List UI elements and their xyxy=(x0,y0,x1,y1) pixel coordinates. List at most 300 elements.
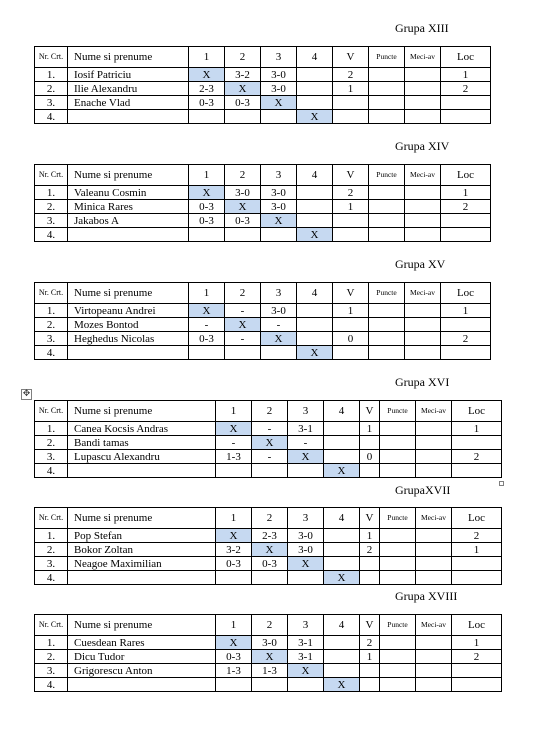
group-title-xiv: Grupa XIV xyxy=(395,139,450,153)
header-c2: 2 xyxy=(252,615,288,636)
cell-v xyxy=(360,664,380,678)
header-c4: 4 xyxy=(324,401,360,422)
cell-v: 0 xyxy=(360,450,380,464)
cell-v: 2 xyxy=(360,636,380,650)
header-loc: Loc xyxy=(452,401,502,422)
cell-name xyxy=(68,110,189,124)
cell-nr: 3. xyxy=(35,214,68,228)
cell-nr: 1. xyxy=(35,529,68,543)
header-c3: 3 xyxy=(288,401,324,422)
cell-c4 xyxy=(324,557,360,571)
cell-loc: 2 xyxy=(441,332,491,346)
cell-meci xyxy=(405,68,441,82)
cell-c2: X xyxy=(225,318,261,332)
group-title-xv: Grupa XV xyxy=(395,257,446,271)
cell-c2 xyxy=(225,346,261,360)
cell-c2: 3-2 xyxy=(225,68,261,82)
cell-c4 xyxy=(324,664,360,678)
header-c4: 4 xyxy=(297,165,333,186)
cell-name: Lupascu Alexandru xyxy=(68,450,216,464)
cell-puncte xyxy=(380,650,416,664)
table-row xyxy=(35,186,491,200)
cell-name xyxy=(68,464,216,478)
group-title-xvi: Grupa XVI xyxy=(395,375,450,389)
cell-c4: X xyxy=(324,571,360,585)
cell-nr: 2. xyxy=(35,436,68,450)
table-row xyxy=(35,436,502,450)
cell-v xyxy=(360,464,380,478)
cell-c2: 3-0 xyxy=(252,636,288,650)
table-header-row xyxy=(35,508,502,529)
table-row xyxy=(35,96,491,110)
cell-nr: 3. xyxy=(35,664,68,678)
cell-loc xyxy=(452,464,502,478)
header-c1: 1 xyxy=(189,47,225,68)
cell-c4 xyxy=(297,332,333,346)
cell-c4 xyxy=(297,68,333,82)
group-table-xvii xyxy=(34,507,502,585)
header-meci: Meci-av xyxy=(416,508,452,529)
cell-meci xyxy=(416,678,452,692)
header-c1: 1 xyxy=(216,401,252,422)
cell-c3: X xyxy=(288,557,324,571)
cell-c1: X xyxy=(189,304,225,318)
header-v: V xyxy=(360,401,380,422)
header-nr: Nr. Crt. xyxy=(35,508,68,529)
cell-puncte xyxy=(380,664,416,678)
header-v: V xyxy=(333,283,369,304)
cell-nr: 4. xyxy=(35,678,68,692)
cell-puncte xyxy=(380,571,416,585)
cell-c4 xyxy=(324,450,360,464)
cell-c2 xyxy=(225,228,261,242)
cell-c4 xyxy=(324,529,360,543)
cell-meci xyxy=(405,110,441,124)
cell-c2: X xyxy=(252,543,288,557)
header-v: V xyxy=(333,47,369,68)
cell-loc: 1 xyxy=(452,422,502,436)
cell-c2: 1-3 xyxy=(252,664,288,678)
cell-c1: 0-3 xyxy=(189,200,225,214)
cell-c3: 3-1 xyxy=(288,636,324,650)
header-loc: Loc xyxy=(452,615,502,636)
cell-c1 xyxy=(216,678,252,692)
group-title-xviii: Grupa XVIII xyxy=(395,589,458,603)
group-table-xiv xyxy=(34,164,491,242)
cell-puncte xyxy=(380,436,416,450)
table-row xyxy=(35,318,491,332)
cell-name: Ilie Alexandru xyxy=(68,82,189,96)
cell-v xyxy=(333,346,369,360)
table-move-handle-icon[interactable]: ✥ xyxy=(22,389,31,399)
cell-v xyxy=(360,557,380,571)
header-c1: 1 xyxy=(216,615,252,636)
cell-loc: 1 xyxy=(441,68,491,82)
cell-c2: - xyxy=(225,304,261,318)
cell-c2 xyxy=(252,571,288,585)
cell-c2: X xyxy=(225,82,261,96)
cell-nr: 3. xyxy=(35,450,68,464)
cell-c3: 3-0 xyxy=(261,304,297,318)
cell-c1: - xyxy=(216,436,252,450)
header-name: Nume si prenume xyxy=(68,615,216,636)
cell-name: Bokor Zoltan xyxy=(68,543,216,557)
cell-c3 xyxy=(261,228,297,242)
cell-v: 0 xyxy=(333,332,369,346)
cell-c2: - xyxy=(225,332,261,346)
cell-meci xyxy=(416,557,452,571)
table-row xyxy=(35,529,502,543)
table-header-row xyxy=(35,47,491,68)
cell-c3: 3-0 xyxy=(261,200,297,214)
cell-c2 xyxy=(252,464,288,478)
cell-loc xyxy=(441,96,491,110)
header-loc: Loc xyxy=(441,283,491,304)
header-c3: 3 xyxy=(261,47,297,68)
header-c1: 1 xyxy=(189,165,225,186)
header-puncte: Puncte xyxy=(380,508,416,529)
cell-loc xyxy=(452,678,502,692)
header-c1: 1 xyxy=(216,508,252,529)
cell-v xyxy=(333,214,369,228)
cell-loc: 2 xyxy=(452,450,502,464)
cell-c4: X xyxy=(297,110,333,124)
header-nr: Nr. Crt. xyxy=(35,165,68,186)
cell-loc: 1 xyxy=(452,636,502,650)
table-row xyxy=(35,68,491,82)
cell-c2: X xyxy=(252,436,288,450)
cell-c1 xyxy=(189,110,225,124)
cell-v xyxy=(360,571,380,585)
cell-c3: X xyxy=(261,96,297,110)
header-c3: 3 xyxy=(288,615,324,636)
cell-c4: X xyxy=(297,346,333,360)
cell-name xyxy=(68,228,189,242)
cell-c4 xyxy=(324,650,360,664)
table-row xyxy=(35,422,502,436)
header-meci: Meci-av xyxy=(405,283,441,304)
cell-puncte xyxy=(369,96,405,110)
header-c1: 1 xyxy=(189,283,225,304)
header-name: Nume si prenume xyxy=(68,508,216,529)
cell-puncte xyxy=(380,678,416,692)
header-meci: Meci-av xyxy=(416,615,452,636)
header-puncte: Puncte xyxy=(380,401,416,422)
header-name: Nume si prenume xyxy=(68,165,189,186)
table-header-row xyxy=(35,283,491,304)
header-c2: 2 xyxy=(252,401,288,422)
cell-puncte xyxy=(380,557,416,571)
cell-c2: 0-3 xyxy=(225,96,261,110)
cell-puncte xyxy=(369,110,405,124)
cell-meci xyxy=(416,650,452,664)
header-puncte: Puncte xyxy=(369,47,405,68)
cell-c1: 0-3 xyxy=(216,557,252,571)
cell-nr: 1. xyxy=(35,304,68,318)
cell-loc: 2 xyxy=(452,650,502,664)
cell-c4 xyxy=(297,200,333,214)
header-puncte: Puncte xyxy=(380,615,416,636)
cell-c1: 0-3 xyxy=(189,332,225,346)
cell-c1: X xyxy=(216,422,252,436)
cell-loc: 1 xyxy=(441,304,491,318)
cell-puncte xyxy=(369,228,405,242)
cell-nr: 2. xyxy=(35,82,68,96)
table-row xyxy=(35,557,502,571)
cell-c3: 3-0 xyxy=(261,186,297,200)
cell-v xyxy=(333,110,369,124)
cell-c1: X xyxy=(189,186,225,200)
cell-loc xyxy=(452,557,502,571)
cell-v xyxy=(360,436,380,450)
table-row xyxy=(35,636,502,650)
group-title-xvii: GrupaXVII xyxy=(395,483,451,497)
header-nr: Nr. Crt. xyxy=(35,47,68,68)
cell-puncte xyxy=(369,214,405,228)
cell-c3: - xyxy=(288,436,324,450)
cell-puncte xyxy=(369,186,405,200)
cell-name: Enache Vlad xyxy=(68,96,189,110)
cell-c1 xyxy=(189,346,225,360)
cell-loc: 2 xyxy=(441,200,491,214)
header-c4: 4 xyxy=(324,615,360,636)
cell-nr: 4. xyxy=(35,346,68,360)
cell-puncte xyxy=(380,450,416,464)
cell-puncte xyxy=(380,543,416,557)
header-name: Nume si prenume xyxy=(68,283,189,304)
cell-puncte xyxy=(380,529,416,543)
cell-loc xyxy=(441,346,491,360)
cell-nr: 2. xyxy=(35,543,68,557)
cell-puncte xyxy=(380,636,416,650)
cell-meci xyxy=(405,186,441,200)
cell-nr: 4. xyxy=(35,110,68,124)
cell-c3: X xyxy=(261,332,297,346)
cell-meci xyxy=(405,82,441,96)
cell-v xyxy=(360,678,380,692)
cell-puncte xyxy=(369,318,405,332)
header-c4: 4 xyxy=(297,283,333,304)
cell-name: Neagoe Maximilian xyxy=(68,557,216,571)
table-row xyxy=(35,200,491,214)
cell-name: Canea Kocsis Andras xyxy=(68,422,216,436)
cell-meci xyxy=(416,422,452,436)
header-loc: Loc xyxy=(441,47,491,68)
table-row xyxy=(35,304,491,318)
cell-c3: X xyxy=(261,214,297,228)
cell-meci xyxy=(416,450,452,464)
header-c3: 3 xyxy=(288,508,324,529)
cell-c4 xyxy=(324,436,360,450)
group-table-xvi[interactable] xyxy=(34,400,502,478)
cell-c3: 3-0 xyxy=(261,68,297,82)
cell-c2 xyxy=(252,678,288,692)
cell-c1: 0-3 xyxy=(189,214,225,228)
cell-c4 xyxy=(297,96,333,110)
header-meci: Meci-av xyxy=(416,401,452,422)
header-c2: 2 xyxy=(225,165,261,186)
header-c2: 2 xyxy=(252,508,288,529)
cell-name: Jakabos A xyxy=(68,214,189,228)
cell-loc: 2 xyxy=(452,529,502,543)
cell-puncte xyxy=(369,346,405,360)
cell-c4 xyxy=(297,82,333,96)
header-meci: Meci-av xyxy=(405,165,441,186)
table-header-row xyxy=(35,401,502,422)
table-row xyxy=(35,110,491,124)
cell-c2: 3-0 xyxy=(225,186,261,200)
cell-v: 2 xyxy=(333,68,369,82)
cell-c1: 2-3 xyxy=(189,82,225,96)
cell-nr: 4. xyxy=(35,571,68,585)
cell-nr: 1. xyxy=(35,636,68,650)
cell-c3 xyxy=(288,464,324,478)
header-meci: Meci-av xyxy=(405,47,441,68)
cell-c3: 3-0 xyxy=(261,82,297,96)
cell-c3: 3-0 xyxy=(288,543,324,557)
cell-v: 1 xyxy=(333,82,369,96)
cell-puncte xyxy=(380,464,416,478)
cell-c3 xyxy=(261,346,297,360)
cell-puncte xyxy=(369,82,405,96)
cell-nr: 2. xyxy=(35,318,68,332)
cell-puncte xyxy=(369,68,405,82)
cell-c1: 3-2 xyxy=(216,543,252,557)
header-c3: 3 xyxy=(261,165,297,186)
cell-meci xyxy=(405,318,441,332)
cell-nr: 2. xyxy=(35,650,68,664)
cell-v: 2 xyxy=(360,543,380,557)
cell-name: Dicu Tudor xyxy=(68,650,216,664)
cell-meci xyxy=(416,571,452,585)
table-row xyxy=(35,346,491,360)
header-c4: 4 xyxy=(297,47,333,68)
cell-c1 xyxy=(189,228,225,242)
table-row xyxy=(35,228,491,242)
cell-meci xyxy=(416,543,452,557)
cell-nr: 4. xyxy=(35,464,68,478)
cell-c1: 0-3 xyxy=(189,96,225,110)
header-c3: 3 xyxy=(261,283,297,304)
cell-c4 xyxy=(324,543,360,557)
cell-meci xyxy=(405,332,441,346)
cell-name: Heghedus Nicolas xyxy=(68,332,189,346)
header-puncte: Puncte xyxy=(369,283,405,304)
cell-v: 2 xyxy=(333,186,369,200)
group-table-xiii xyxy=(34,46,491,124)
cell-loc xyxy=(441,214,491,228)
group-table-xviii xyxy=(34,614,502,692)
header-c4: 4 xyxy=(324,508,360,529)
cell-c4 xyxy=(297,318,333,332)
cell-name xyxy=(68,678,216,692)
cell-loc: 1 xyxy=(452,543,502,557)
header-nr: Nr. Crt. xyxy=(35,401,68,422)
cell-v: 1 xyxy=(360,529,380,543)
cell-name: Valeanu Cosmin xyxy=(68,186,189,200)
cell-c3 xyxy=(261,110,297,124)
table-row xyxy=(35,571,502,585)
table-header-row xyxy=(35,165,491,186)
cell-meci xyxy=(405,228,441,242)
cell-meci xyxy=(405,346,441,360)
header-loc: Loc xyxy=(441,165,491,186)
cell-c4: X xyxy=(324,678,360,692)
cell-c1: X xyxy=(216,529,252,543)
cell-c2: - xyxy=(252,422,288,436)
cell-c3 xyxy=(288,571,324,585)
header-v: V xyxy=(360,615,380,636)
cell-name: Mozes Bontod xyxy=(68,318,189,332)
table-row xyxy=(35,82,491,96)
cell-nr: 3. xyxy=(35,557,68,571)
table-row xyxy=(35,678,502,692)
cell-c4 xyxy=(297,186,333,200)
group-title-xiii: Grupa XIII xyxy=(395,21,449,35)
cell-c4: X xyxy=(297,228,333,242)
cell-loc xyxy=(441,318,491,332)
cell-puncte xyxy=(380,422,416,436)
cell-loc xyxy=(452,664,502,678)
cell-meci xyxy=(416,529,452,543)
cell-name: Pop Stefan xyxy=(68,529,216,543)
cell-name: Cuesdean Rares xyxy=(68,636,216,650)
header-loc: Loc xyxy=(452,508,502,529)
cell-c4 xyxy=(324,636,360,650)
cell-c1 xyxy=(216,571,252,585)
cell-name: Minica Rares xyxy=(68,200,189,214)
cell-name: Virtopeanu Andrei xyxy=(68,304,189,318)
group-table-xv xyxy=(34,282,491,360)
cell-v: 1 xyxy=(360,422,380,436)
cell-c3: X xyxy=(288,450,324,464)
cell-v xyxy=(333,318,369,332)
cell-puncte xyxy=(369,332,405,346)
header-v: V xyxy=(360,508,380,529)
table-row xyxy=(35,214,491,228)
cell-meci xyxy=(416,464,452,478)
cell-name: Bandi tamas xyxy=(68,436,216,450)
cell-c1: 0-3 xyxy=(216,650,252,664)
header-nr: Nr. Crt. xyxy=(35,283,68,304)
cell-v: 1 xyxy=(360,650,380,664)
cell-loc xyxy=(441,228,491,242)
cell-v: 1 xyxy=(333,200,369,214)
header-c2: 2 xyxy=(225,47,261,68)
header-v: V xyxy=(333,165,369,186)
cell-nr: 2. xyxy=(35,200,68,214)
cell-meci xyxy=(405,200,441,214)
cell-puncte xyxy=(369,200,405,214)
table-header-row xyxy=(35,615,502,636)
header-c2: 2 xyxy=(225,283,261,304)
cell-name xyxy=(68,346,189,360)
table-row xyxy=(35,332,491,346)
table-row xyxy=(35,543,502,557)
cell-nr: 3. xyxy=(35,96,68,110)
header-name: Nume si prenume xyxy=(68,401,216,422)
cell-loc xyxy=(452,436,502,450)
header-nr: Nr. Crt. xyxy=(35,615,68,636)
cell-c3: 3-1 xyxy=(288,650,324,664)
table-resize-handle-icon[interactable] xyxy=(499,481,504,486)
cell-meci xyxy=(405,96,441,110)
cell-nr: 3. xyxy=(35,332,68,346)
table-row xyxy=(35,450,502,464)
cell-c2 xyxy=(225,110,261,124)
cell-name: Iosif Patriciu xyxy=(68,68,189,82)
cell-c1: X xyxy=(189,68,225,82)
